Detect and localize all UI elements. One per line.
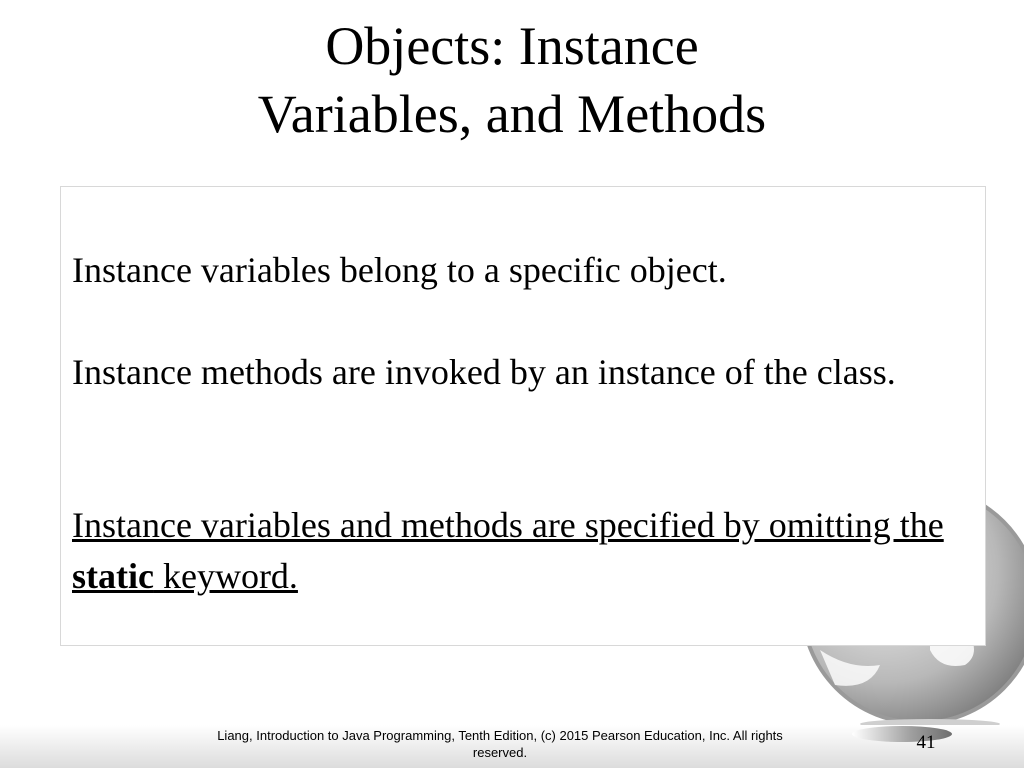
title-line-1: Objects: Instance	[325, 16, 699, 76]
slide-title	[0, 12, 1024, 148]
content-box	[60, 186, 986, 646]
footer-copyright: Liang, Introduction to Java Programming, Tenth Edition, (c) 2015 Pearson Education, Inc. All rights reserved.	[217, 728, 783, 760]
paragraph-instance-variables: Instance variables belong to a specific object.	[72, 250, 727, 290]
paragraph-static-keyword	[72, 500, 972, 602]
page-number: 41	[916, 732, 936, 753]
title-line-2: Variables, and Methods	[257, 84, 767, 144]
static-keyword: static	[72, 556, 154, 596]
paragraph-instance-methods: Instance methods are invoked by an instance of the class.	[72, 352, 896, 392]
p3-text-after: keyword.	[153, 556, 298, 596]
p3-text-before: Instance variables and methods are specified by omitting the	[72, 505, 944, 545]
